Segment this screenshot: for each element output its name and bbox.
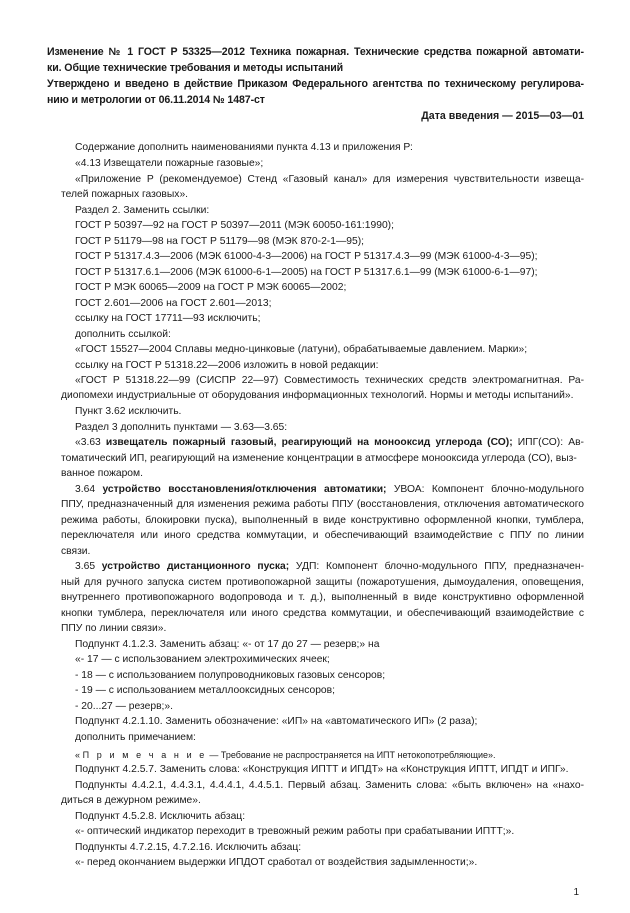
approval-line: Утверждено и введено в действие Приказом Федерального агентства по техническому регулирова- — [47, 78, 584, 90]
text-line: Раздел 3 дополнить пунктами — 3.63—3.65: — [75, 422, 288, 433]
text-line: внутреннего противопожарного водопровода и т. д.), выполненный в виде конструктивно оформленной — [61, 592, 584, 603]
text-line: «- перед окончанием выдержки ИПДОТ сработал от воздействия задымленности;». — [75, 857, 478, 868]
text-line: Подпункты 4.4.2.1, 4.4.3.1, 4.4.4.1, 4.4.5.1. Первый абзац. Заменить слова: «быть включен» на «нахо- — [75, 780, 584, 791]
text-line: - 18 — с использованием полупроводниковых газовых сенсоров; — [75, 670, 386, 681]
text-line: «ГОСТ 15527—2004 Сплавы медно-цинковые (латуни), обрабатываемые давлением. Марки»; — [75, 344, 528, 355]
note-label: «П р и м е ч а н и е — [75, 750, 207, 760]
text-line: Пункт 3.62 исключить. — [75, 406, 182, 417]
text-line: ППУ, предназначенный для изменения режима работы ППУ (восстановления, отключения автоматического — [61, 499, 584, 510]
text-line: Подпункт 4.5.2.8. Исключить абзац: — [75, 811, 246, 822]
text-line: Подпункт 4.2.1.10. Заменить обозначение: «ИП» на «автоматического ИП» (2 раза); — [75, 716, 478, 727]
text-line: дополнить примечанием: — [75, 732, 196, 743]
text-line: диться в дежурном режиме». — [61, 795, 201, 806]
note-text: — Требование не распространяется на ИПТ нетокопотребляющие». — [206, 750, 496, 760]
text-line — [75, 483, 584, 497]
text-line: «ГОСТ Р 51318.22—99 (СИСПР 22—97) Совместимость технических средств электромагнитная. Ра- — [75, 375, 584, 386]
definition: ИПГ(СО): Ав- — [512, 437, 584, 448]
approval-line: нию и метрологии от 06.11.2014 № 1487-ст — [47, 94, 265, 106]
text-line: «4.13 Извещатели пожарные газовые»; — [75, 158, 264, 169]
text-line: переключателя или иного средства коммутации, и обеспечивающий взаимодействие с ППУ по линии — [61, 530, 584, 541]
text-line: ГОСТ Р 50397—92 на ГОСТ Р 50397—2011 (МЭК 60050-161:1990); — [75, 220, 394, 231]
text-line: - 20...27 — резерв;». — [75, 701, 174, 712]
text-line: ный для ручного запуска систем противопожарной защиты (пожаротушения, дымоудаления, оповещения, — [61, 577, 584, 588]
text-line: ГОСТ Р 51317.6.1—2006 (МЭК 61000-6-1—2005) на ГОСТ Р 51317.6.1—99 (МЭК 61000-6-1—97); — [75, 267, 538, 278]
text-line: «- оптический индикатор переходит в тревожный режим работы при срабатывании ИПТТ;». — [75, 826, 515, 837]
text-line: связи. — [61, 546, 91, 557]
definition: УДП: Компонент блочно-модульного ППУ, предназначен- — [289, 561, 584, 572]
text-line: томатический ИП, реагирующий на изменение концентрации в атмосфере монооксида углерода (СО), выз- — [61, 453, 577, 464]
approval-note — [47, 76, 584, 108]
text-line: телей пожарных газовых». — [61, 189, 189, 200]
page-number: 1 — [573, 887, 579, 898]
text-line: ГОСТ Р 51179—98 на ГОСТ Р 51179—98 (МЭК 870-2-1—95); — [75, 236, 364, 247]
text-line: Подпункт 4.1.2.3. Заменить абзац: «- от 17 до 27 — резерв;» на — [75, 639, 380, 650]
clause-number: 3.65 — [75, 561, 102, 572]
note-line — [75, 748, 496, 762]
text-line: ванное пожаром. — [61, 468, 143, 479]
text-line: - 19 — с использованием металлооксидных сенсоров; — [75, 685, 335, 696]
text-line: режима работы, блокировки пуска), выполненный в виде конструктивно оформленной кнопки, тумблера, — [61, 515, 584, 526]
text-line: «Приложение Р (рекомендуемое) Стенд «Газовый канал» для измерения чувствительности извеща- — [75, 174, 584, 185]
title-line: Изменение № 1 ГОСТ Р 53325—2012 Техника пожарная. Технические средства пожарной автомати- — [47, 46, 584, 58]
title-line: ки. Общие технические требования и методы испытаний — [47, 62, 344, 74]
text-line: Подпункт 4.2.5.7. Заменить слова: «Конструкция ИПТТ и ИПДТ» на «Конструкция ИПТТ, ИПДТ и ИПГ». — [75, 764, 569, 775]
text-line: ссылку на ГОСТ 17711—93 исключить; — [75, 313, 261, 324]
text-line: ГОСТ Р 51317.4.3—2006 (МЭК 61000-4-3—2006) на ГОСТ Р 51317.4.3—99 (МЭК 61000-4-3—95); — [75, 251, 538, 262]
text-line: ссылку на ГОСТ Р 51318.22—2006 изложить в новой редакции: — [75, 360, 379, 371]
clause-number: «3.63 — [75, 437, 106, 448]
term: устройство восстановления/отключения автоматики; — [102, 484, 387, 495]
text-line: ГОСТ 2.601—2006 на ГОСТ 2.601—2013; — [75, 298, 272, 309]
definition: УВОА: Компонент блочно-модульного — [386, 484, 585, 495]
text-line: ППУ по линии связи». — [61, 623, 167, 634]
text-line: Раздел 2. Заменить ссылки: — [75, 205, 210, 216]
text-line: дополнить ссылкой: — [75, 329, 171, 340]
effective-date: Дата введения — 2015—03—01 — [421, 110, 584, 122]
clause-number: 3.64 — [75, 484, 103, 495]
text-line: «- 17 — с использованием электрохимических ячеек; — [75, 654, 330, 665]
text-line: диопомехи индустриальные от оборудования информационных технологий. Нормы и методы испытаний». — [61, 390, 574, 401]
text-line — [75, 560, 584, 574]
term: извещатель пожарный газовый, реагирующий на монооксид углерода (СО); — [105, 437, 513, 448]
text-line: Подпункты 4.7.2.15, 4.7.2.16. Исключить абзац: — [75, 842, 302, 853]
text-line: кнопки тумблера, переключателя или иного средства коммутации, и обеспечивающий взаимодействие с — [61, 608, 584, 619]
text-line — [75, 436, 584, 450]
text-line: Содержание дополнить наименованиями пункта 4.13 и приложения Р: — [75, 142, 413, 153]
text-line: ГОСТ Р МЭК 60065—2009 на ГОСТ Р МЭК 60065—2002; — [75, 282, 347, 293]
document-title — [47, 44, 584, 76]
term: устройство дистанционного пуска; — [101, 561, 290, 572]
